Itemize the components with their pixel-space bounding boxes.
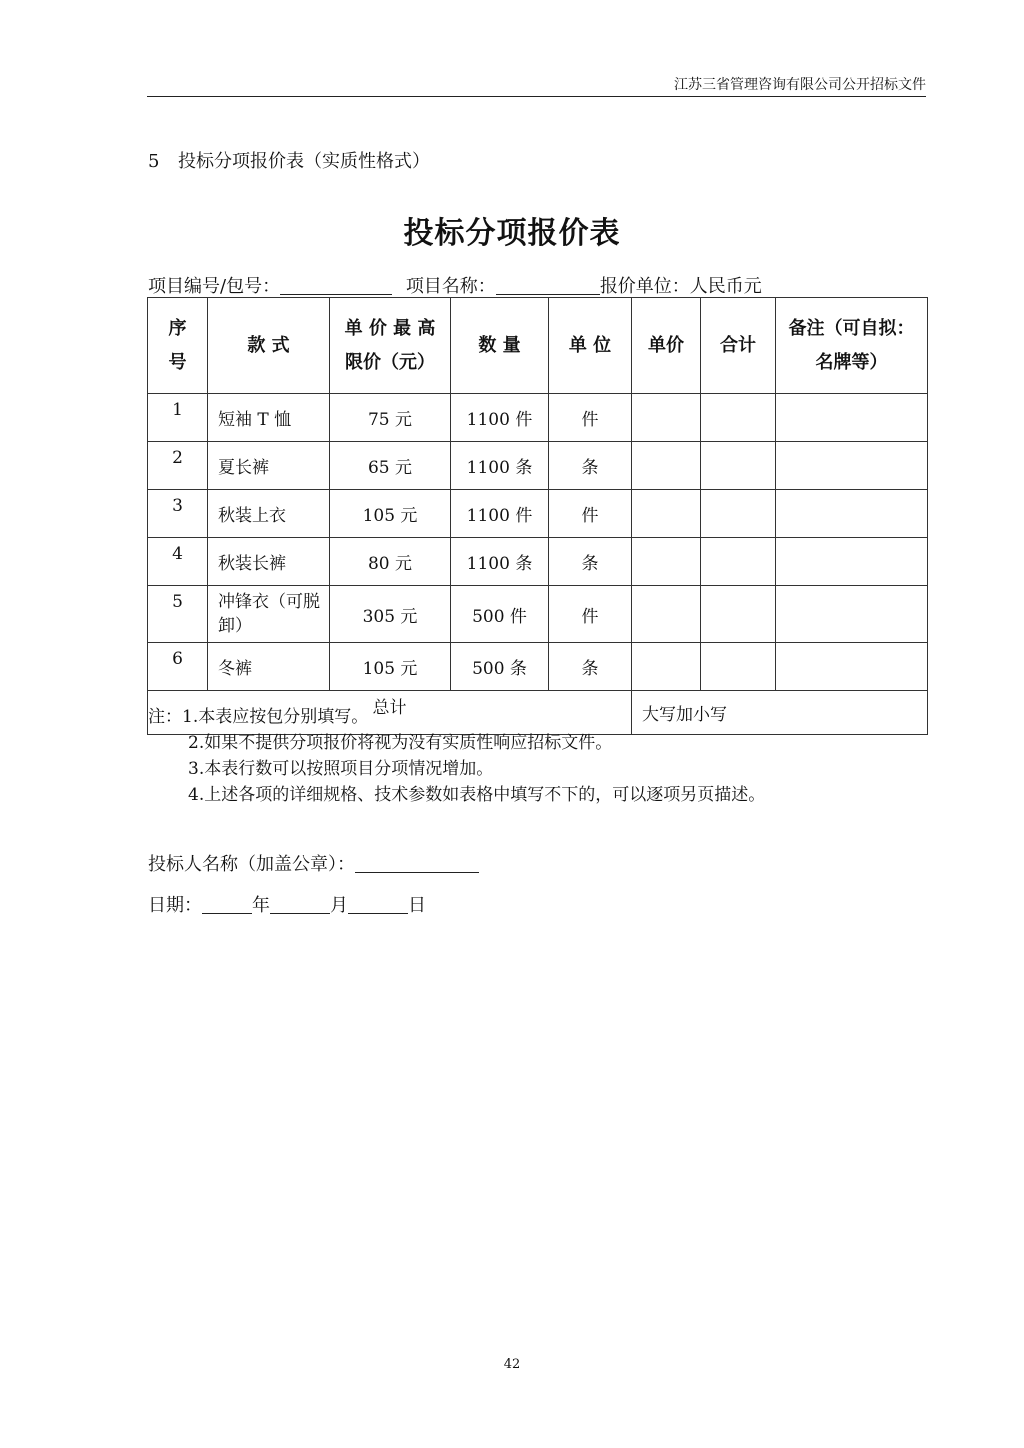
row-unit: 条: [549, 538, 632, 586]
row-remark-cell[interactable]: [776, 490, 928, 538]
header-unit-price: 单价: [632, 298, 701, 394]
header-seq: 序 号: [148, 298, 208, 394]
table-row: [148, 394, 928, 442]
page-header: [147, 72, 926, 97]
header-organization: 江苏三省管理咨询有限公司公开招标文件: [674, 77, 926, 93]
row-subtotal-cell[interactable]: [701, 538, 776, 586]
row-unit-price-cell[interactable]: [632, 538, 701, 586]
row-item: 短袖 T 恤: [208, 394, 330, 442]
table-row: [148, 442, 928, 490]
header-quantity: 数 量: [451, 298, 549, 394]
row-unit-price-cell[interactable]: [632, 442, 701, 490]
section-title: 投标分项报价表（实质性格式）: [178, 151, 430, 172]
date-label: 日期：: [148, 895, 202, 916]
row-seq: 6: [148, 643, 208, 691]
month-label: 月: [330, 895, 348, 916]
header-max-price: 单 价 最 高 限价（元）: [330, 298, 451, 394]
total-label: 总计: [148, 691, 632, 735]
section-heading: [148, 147, 430, 173]
row-max-price: 105 元: [330, 490, 451, 538]
day-label: 日: [408, 895, 426, 916]
row-quantity: 500 条: [451, 643, 549, 691]
table-row: [148, 538, 928, 586]
document-title: 投标分项报价表: [403, 216, 621, 251]
header-unit: 单 位: [549, 298, 632, 394]
note-line: 3.本表行数可以按照项目分项情况增加。: [188, 759, 494, 779]
note-line: 4.上述各项的详细规格、技术参数如表格中填写不下的，可以逐项另页描述。: [188, 785, 766, 805]
row-subtotal-cell[interactable]: [701, 442, 776, 490]
table-row: [148, 586, 928, 643]
total-value-cell[interactable]: 大写加小写: [632, 691, 928, 735]
table-row: [148, 643, 928, 691]
row-subtotal-cell[interactable]: [701, 394, 776, 442]
row-unit: 件: [549, 490, 632, 538]
section-number: 5: [148, 151, 160, 172]
row-seq: 4: [148, 538, 208, 586]
row-seq: 3: [148, 490, 208, 538]
day-blank[interactable]: [348, 894, 408, 914]
row-quantity: 1100 件: [451, 394, 549, 442]
date-line: [148, 891, 426, 917]
row-unit: 条: [549, 643, 632, 691]
table-row: [148, 490, 928, 538]
row-unit: 件: [549, 586, 632, 643]
row-quantity: 1100 条: [451, 538, 549, 586]
notes-section: [148, 704, 765, 808]
note-line: 注：1.本表应按包分别填写。: [148, 707, 369, 727]
row-item: 冲锋衣（可脱卸）: [208, 586, 330, 643]
row-quantity: 500 件: [451, 586, 549, 643]
table-header-row: [148, 298, 928, 394]
row-unit-price-cell[interactable]: [632, 643, 701, 691]
row-max-price: 305 元: [330, 586, 451, 643]
row-unit-price-cell[interactable]: [632, 586, 701, 643]
row-remark-cell[interactable]: [776, 442, 928, 490]
row-unit-price-cell[interactable]: [632, 490, 701, 538]
row-subtotal-cell[interactable]: [701, 643, 776, 691]
row-item: 秋装长裤: [208, 538, 330, 586]
row-item: 秋装上衣: [208, 490, 330, 538]
row-remark-cell[interactable]: [776, 538, 928, 586]
header-remark: 备注（可自拟： 名牌等）: [776, 298, 928, 394]
project-no-label: 项目编号/包号：: [148, 276, 281, 297]
row-subtotal-cell[interactable]: [701, 490, 776, 538]
year-blank[interactable]: [202, 894, 252, 914]
row-remark-cell[interactable]: [776, 643, 928, 691]
bidder-name-blank[interactable]: [355, 853, 479, 873]
page-number: 42: [503, 1357, 521, 1372]
row-seq: 2: [148, 442, 208, 490]
row-unit: 条: [549, 442, 632, 490]
row-max-price: 75 元: [330, 394, 451, 442]
row-item: 冬裤: [208, 643, 330, 691]
project-no-blank[interactable]: [280, 276, 392, 295]
project-name-blank[interactable]: [496, 276, 600, 295]
row-max-price: 105 元: [330, 643, 451, 691]
year-label: 年: [252, 895, 270, 916]
note-line: 2.如果不提供分项报价将视为没有实质性响应招标文件。: [188, 733, 613, 753]
header-subtotal: 合计: [701, 298, 776, 394]
row-seq: 5: [148, 586, 208, 643]
row-quantity: 1100 件: [451, 490, 549, 538]
quote-table: [147, 297, 928, 735]
month-blank[interactable]: [270, 894, 330, 914]
bidder-label: 投标人名称（加盖公章）：: [148, 854, 355, 875]
project-meta-line: [148, 272, 762, 298]
bidder-signature-line: [148, 850, 479, 876]
row-max-price: 80 元: [330, 538, 451, 586]
row-unit-price-cell[interactable]: [632, 394, 701, 442]
header-style: 款 式: [208, 298, 330, 394]
row-remark-cell[interactable]: [776, 394, 928, 442]
row-remark-cell[interactable]: [776, 586, 928, 643]
currency-label: 报价单位：人民币元: [599, 276, 762, 297]
project-name-label: 项目名称：: [405, 276, 496, 297]
row-max-price: 65 元: [330, 442, 451, 490]
row-seq: 1: [148, 394, 208, 442]
row-quantity: 1100 条: [451, 442, 549, 490]
row-subtotal-cell[interactable]: [701, 586, 776, 643]
row-unit: 件: [549, 394, 632, 442]
row-item: 夏长裤: [208, 442, 330, 490]
